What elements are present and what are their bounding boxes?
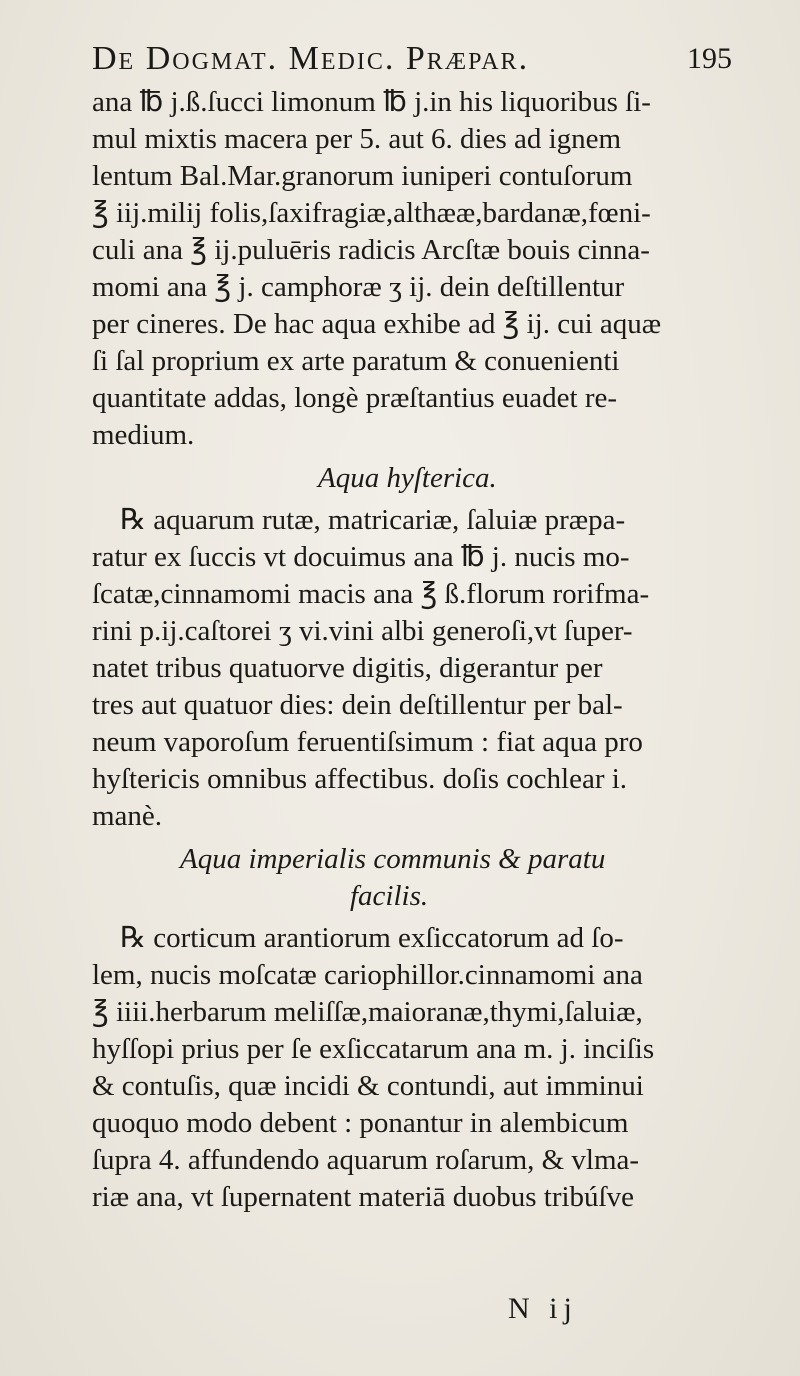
text-line: ratur ex ſuccis vt docuimus ana ℔ j. nucis mo- <box>92 541 630 573</box>
text-line: ana ℔ j.ß.ſucci limonum ℔ j.in his liquoribus ſi- <box>92 86 651 118</box>
text-line: mul mixtis macera per 5. aut 6. dies ad ignem <box>92 123 622 155</box>
text-line: ſcatæ,cinnamomi macis ana ℥ ß.florum rorifma- <box>92 578 650 610</box>
section-heading: Aqua imperialis communis & paratu <box>180 843 606 875</box>
text-line: ℞ aquarum rutæ, matricariæ, ſaluiæ præpa- <box>120 504 626 536</box>
running-title: De Dogmat. Medic. Præpar. <box>92 40 530 77</box>
text-line: quantitate addas, longè præſtantius euadet re- <box>92 382 618 414</box>
section-heading: facilis. <box>350 880 429 912</box>
page-number: 195 <box>687 42 732 75</box>
text-line: ℥ iiii.herbarum meliſſæ,maioranæ,thymi,ſaluiæ, <box>92 996 643 1028</box>
text-line: & contuſis, quæ incidi & contundi, aut imminui <box>92 1070 644 1102</box>
text-line: ſi ſal proprium ex arte paratum & conuenienti <box>92 345 620 377</box>
text-line: ℥ iij.milij folis,ſaxifragiæ,althææ,bardanæ,fœni- <box>92 197 651 229</box>
text-line: rini p.ij.caſtorei ʒ vi.vini albi generoſi,vt ſuper- <box>92 615 633 647</box>
section-heading: Aqua hyſterica. <box>318 462 497 494</box>
text-line: hyſſopi prius per ſe exſiccatarum ana m. j. inciſis <box>92 1033 655 1065</box>
text-line: neum vaporoſum feruentiſsimum : fiat aqua pro <box>92 726 643 758</box>
text-line: tres aut quatuor dies: dein deſtillentur per bal- <box>92 689 623 721</box>
text-line: ſupra 4. affundendo aquarum roſarum, & vlma- <box>92 1144 640 1176</box>
text-line: lentum Bal.Mar.granorum iuniperi contuſorum <box>92 160 633 192</box>
text-line: manè. <box>92 800 163 832</box>
text-line: riæ ana, vt ſupernatent materiā duobus tribúſve <box>92 1181 634 1213</box>
text-line: quoquo modo debent : ponantur in alembicum <box>92 1107 629 1139</box>
text-line: lem, nucis moſcatæ cariophillor.cinnamomi ana <box>92 959 643 991</box>
text-line: culi ana ℥ ij.puluēris radicis Arcſtæ bouis cinna- <box>92 234 650 266</box>
text-line: ℞ corticum arantiorum exſiccatorum ad ſo- <box>120 922 624 954</box>
text-line: momi ana ℥ j. camphoræ ʒ ij. dein deſtillentur <box>92 271 625 303</box>
text-line: hyſtericis omnibus affectibus. doſis cochlear i. <box>92 763 628 795</box>
text-line: medium. <box>92 419 195 451</box>
text-line: natet tribus quatuorve digitis, digerantur per <box>92 652 603 684</box>
signature-mark: N ij <box>508 1292 578 1325</box>
text-line: per cineres. De hac aqua exhibe ad ℥ ij. cui aquæ <box>92 308 662 340</box>
page-header <box>92 40 732 80</box>
